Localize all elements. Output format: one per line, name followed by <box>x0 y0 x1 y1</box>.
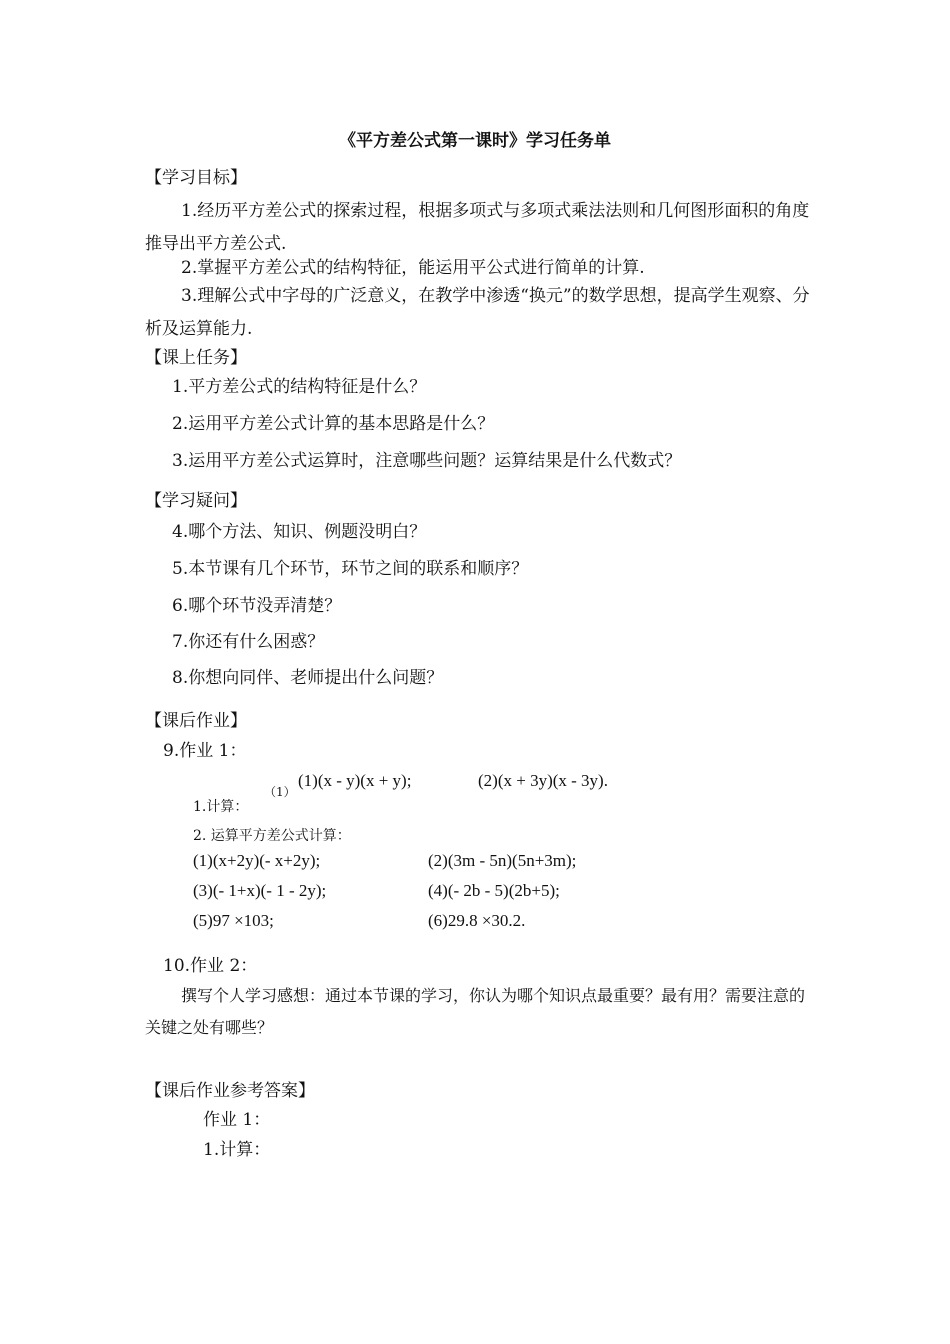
question-item: 6.哪个环节没弄清楚？ <box>172 596 342 616</box>
questions-heading: 【学习疑问】 <box>145 491 247 511</box>
formula-item: (4)(- 2b - 5)(2b+5); <box>428 881 560 900</box>
formula-item: (3)(- 1+x)(- 1 - 2y); <box>193 881 327 900</box>
question-item: 4.哪个方法、知识、例题没明白？ <box>172 522 427 542</box>
homework1-label: 9.作业 1： <box>163 741 247 761</box>
task-item: 1.平方差公式的结构特征是什么？ <box>172 377 427 397</box>
calc-marker: （1） <box>264 785 296 799</box>
goal-item: 3.理解公式中字母的广泛意义，在教学中渗透“换元”的数学思想，提高学生观察、分析及运算能力. <box>145 286 810 339</box>
formula-label: 2. 运算平方差公式计算： <box>193 828 351 844</box>
goals-heading: 【学习目标】 <box>145 168 247 188</box>
answers-hw1-label: 作业 1： <box>203 1110 271 1130</box>
goal-item: 1.经历平方差公式的探索过程，根据多项式与多项式乘法法则和几何图形面积的角度推导出平方差公式. <box>145 201 810 254</box>
task-item: 2.运用平方差公式计算的基本思路是什么？ <box>172 414 495 434</box>
formula-item: (2)(3m - 5n)(5n+3m); <box>428 851 577 870</box>
formula-item: (1)(x+2y)(- x+2y); <box>193 851 321 870</box>
answers-heading: 【课后作业参考答案】 <box>145 1081 315 1101</box>
question-item: 7.你还有什么困惑？ <box>172 632 325 652</box>
tasks-heading: 【课上任务】 <box>145 348 247 368</box>
calc-expression-1: (1)(x - y)(x + y); <box>298 771 412 790</box>
formula-item: (5)97 ×103; <box>193 911 274 930</box>
calc-expression-2: (2)(x + 3y)(x - 3y). <box>478 771 608 790</box>
question-item: 5.本节课有几个环节，环节之间的联系和顺序？ <box>172 559 529 579</box>
task-item: 3.运用平方差公式运算时，注意哪些问题？运算结果是什么代数式？ <box>172 451 682 471</box>
homework-heading: 【课后作业】 <box>145 711 247 731</box>
homework2-text: 撰写个人学习感想：通过本节课的学习，你认为哪个知识点最重要？最有用？需要注意的关键之处有哪些？ <box>145 986 806 1037</box>
formula-item: (6)29.8 ×30.2. <box>428 911 526 930</box>
question-item: 8.你想向同伴、老师提出什么问题？ <box>172 668 444 688</box>
calc-label: 1.计算： <box>193 799 249 815</box>
answers-calc-label: 1.计算： <box>203 1140 271 1160</box>
document-title: 《平方差公式第一课时》学习任务单 <box>339 131 611 151</box>
homework2-label: 10.作业 2： <box>163 956 258 976</box>
goal-item: 2.掌握平方差公式的结构特征，能运用平公式进行简单的计算. <box>181 258 645 278</box>
